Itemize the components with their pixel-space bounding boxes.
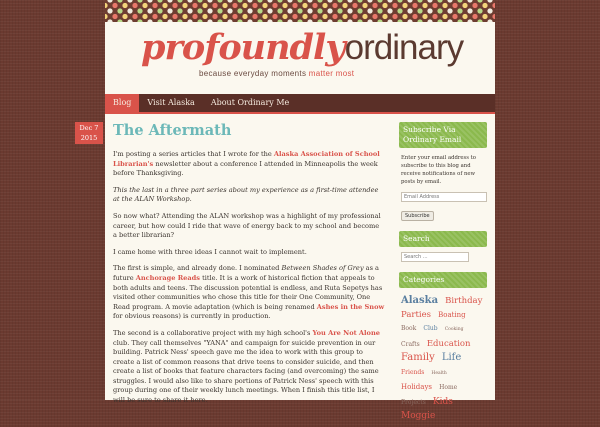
- post-date-year: 2015: [80, 134, 98, 142]
- category-link[interactable]: Education: [426, 338, 471, 349]
- tagline-part-2: matter most: [308, 69, 355, 78]
- post-text: as a future: [113, 264, 379, 282]
- content-area: [79, 114, 495, 421]
- post-text: club. They call themselves "YANA" and campaign for suicide prevention in our building. Patrick Ness' speech gave me the idea to work with this group to create a list of common reasons that drive teens to consider suicide, and then create a list of books that feature characters facing (and overcoming) the same struggles. I would also like to share portions of Patrick Ness' speech with this group during one of their weekly lunch meetings. When I finish this title list, I will be sure to share it here.: [113, 338, 379, 405]
- category-link[interactable]: Kids Moggie: [401, 396, 453, 421]
- ashes-in-the-snow-link[interactable]: Ashes in the Snow: [316, 302, 385, 311]
- page: [79, 0, 495, 421]
- nav-item-visit-alaska[interactable]: Visit Alaska: [147, 98, 195, 107]
- category-link[interactable]: Club: [423, 325, 438, 332]
- post-text: title. It is a work of historical fiction that appeals to both adults and teens. The discussion potential is endless, and Ruta Sepetys has visited other communities who chose this title for their One Community, One Read program. A movie adaptation (which is being renamed: [113, 273, 383, 311]
- logo-part-2[interactable]: ordinary: [344, 28, 464, 67]
- post-paragraph: [113, 264, 385, 322]
- post-text: newsletter about a conference I attended in Minneapolis the week before Thanksgiving.: [113, 159, 378, 178]
- post-intro-note: This the last in a three part series about my experience as a first-time attendee at the ALAN Workshop.: [113, 185, 379, 204]
- post-paragraph: I came home with three ideas I cannot wait to implement.: [113, 247, 307, 256]
- post-text: The first is simple, and already done. I nominated: [113, 264, 282, 273]
- main-nav: [105, 94, 495, 114]
- polka-dot-banner: [105, 0, 495, 22]
- tagline-part-1: because everyday moments: [199, 69, 307, 78]
- nav-item-blog[interactable]: Blog: [105, 94, 139, 112]
- post-date-day: Dec 7: [79, 124, 99, 132]
- category-link[interactable]: Book: [401, 325, 417, 332]
- book-title: Between Shades of Grey: [281, 264, 364, 273]
- nav-item-about[interactable]: About Ordinary Me: [210, 98, 290, 107]
- site-header: [105, 22, 495, 94]
- you-are-not-alone-link[interactable]: You Are Not Alone: [312, 328, 380, 337]
- category-cloud: [401, 293, 485, 422]
- category-link[interactable]: Life: [441, 352, 462, 363]
- anchorage-reads-link[interactable]: Anchorage Reads: [135, 273, 200, 282]
- category-link[interactable]: Home Projects: [401, 384, 458, 406]
- categories-widget-title: Categories: [399, 272, 487, 288]
- email-input[interactable]: [401, 192, 487, 202]
- post-text: for obvious reasons) is currently in production.: [113, 312, 271, 321]
- category-link[interactable]: Family: [401, 352, 435, 363]
- post-text: The second is a collaborative project with my high school's: [113, 328, 313, 337]
- category-link[interactable]: Crafts: [401, 340, 420, 348]
- site-tagline: [199, 69, 354, 78]
- logo-part-1[interactable]: profoundly: [141, 27, 345, 68]
- category-link[interactable]: Parties: [401, 309, 431, 320]
- category-link[interactable]: Friends: [401, 368, 425, 376]
- site-logo[interactable]: [141, 28, 463, 68]
- post-text: I'm posting a series articles that I wrote for the: [113, 150, 274, 158]
- post-title[interactable]: The Aftermath: [113, 122, 232, 139]
- category-link[interactable]: Alaska: [401, 295, 439, 306]
- category-link[interactable]: Health: [431, 370, 447, 376]
- subscribe-button[interactable]: Subscribe: [401, 211, 434, 221]
- category-link[interactable]: Boating: [438, 310, 466, 319]
- post-paragraph: [113, 329, 385, 406]
- blog-post: [113, 122, 385, 413]
- category-link[interactable]: Birthday: [445, 296, 483, 306]
- post-paragraph: So now what? Attending the ALAN workshop was a highlight of my professional career, but how could I ride that wave of energy back to my school and become a better librarian?: [113, 211, 381, 240]
- post-paragraph: [113, 150, 385, 179]
- association-link[interactable]: Alaska Association of School Librarian's: [113, 150, 380, 168]
- search-input[interactable]: [401, 252, 469, 262]
- category-link[interactable]: Holidays: [401, 383, 432, 391]
- sidebar: [399, 122, 487, 427]
- post-date-badge: [75, 122, 103, 144]
- subscribe-widget-title: Subscribe Via Ordinary Email: [399, 122, 487, 148]
- search-widget-title: Search: [399, 231, 487, 247]
- category-link[interactable]: Cooking: [444, 327, 464, 332]
- subscribe-description: Enter your email address to subscribe to this blog and receive notifications of new posts by email.: [401, 155, 476, 185]
